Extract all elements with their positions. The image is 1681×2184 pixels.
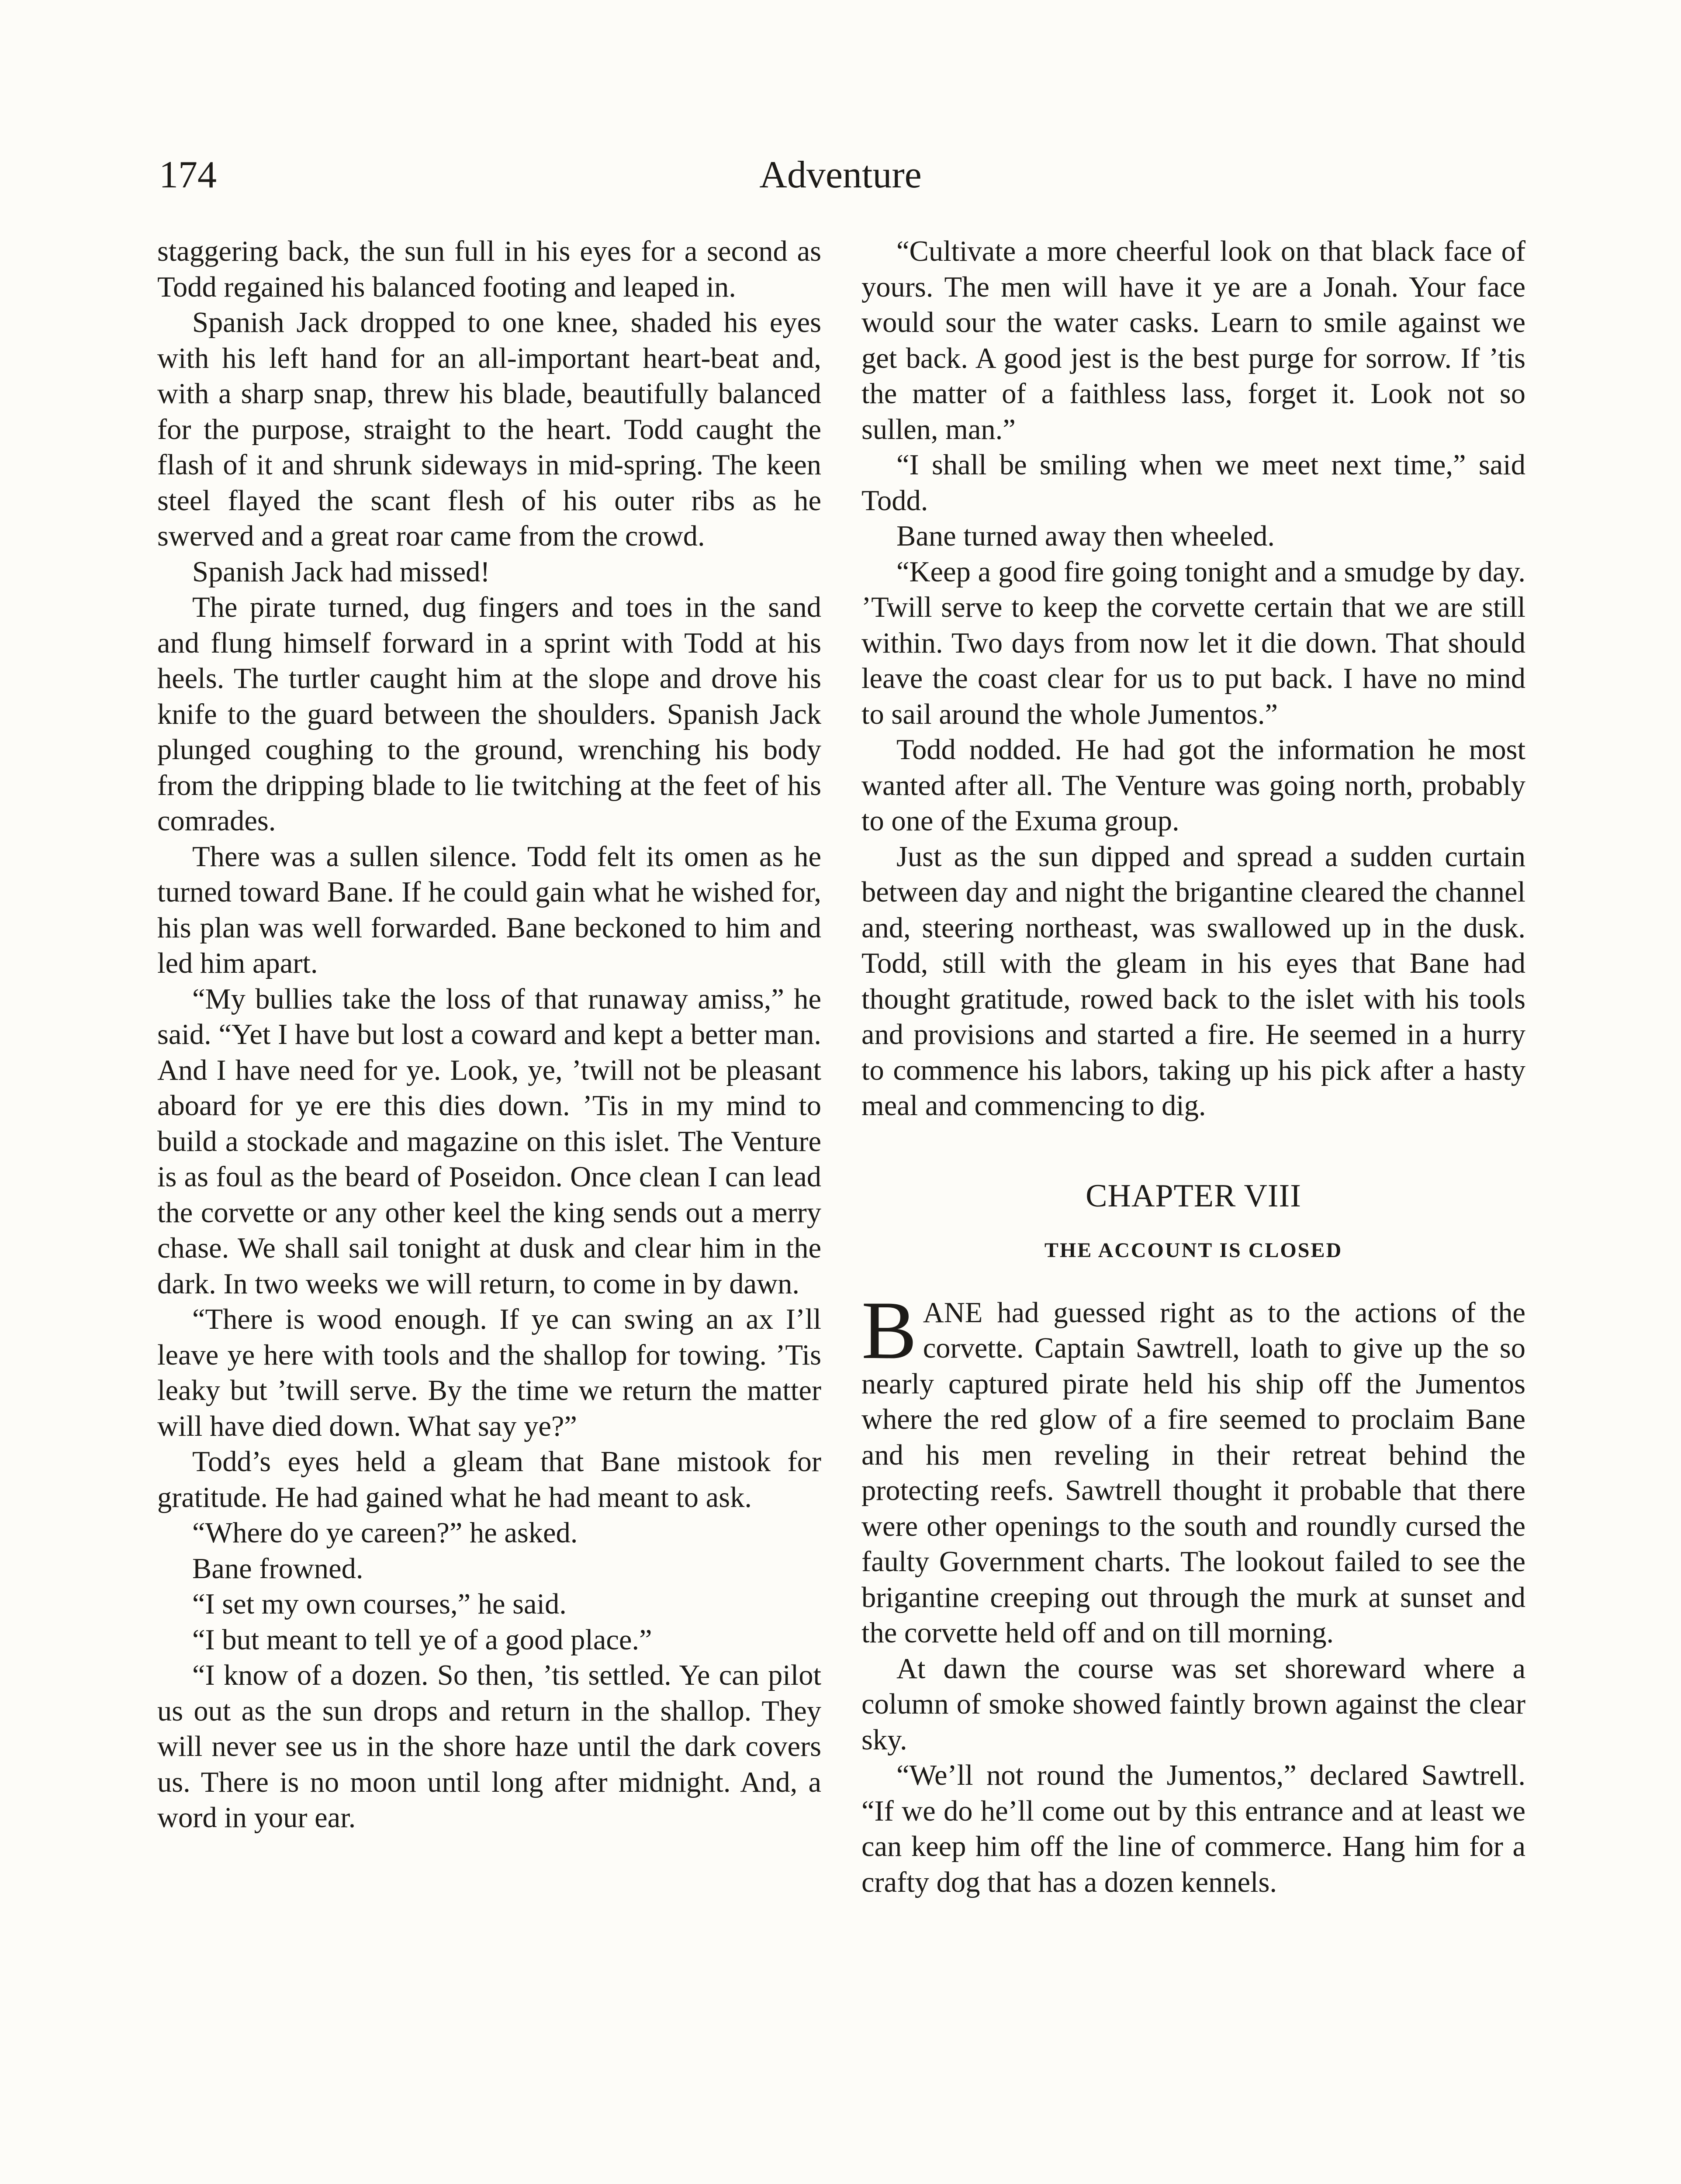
paragraph: “We’ll not round the Jumentos,” declared Sawtrell. “If we do he’ll come out by this entrance and at least we can keep him off the line of commerce. Hang him for a crafty dog that has a dozen kennels.: [861, 1759, 1525, 1898]
paragraph: Bane frowned.: [192, 1552, 363, 1585]
paragraph: “Keep a good fire going tonight and a smudge by day. ’Twill serve to keep the corvette certain that we are still within. Two days from now let it die down. That should leave the coast clear for us to put back. I have no mind to sail around the whole Jumentos.”: [861, 556, 1525, 730]
paragraph: “I but meant to tell ye of a good place.”: [192, 1624, 652, 1656]
paragraph: The pirate turned, dug fingers and toes in the sand and flung himself forward in a sprint with Todd at his heels. The turtler caught him at the slope and drove his knife to the guard between the shoulders. Spanish Jack plunged coughing to the ground, wrenching his body from the dripping blade to lie twitching at the feet of his comrades.: [157, 591, 821, 837]
paragraph: At dawn the course was set shoreward where a column of smoke showed faintly brown against the clear sky.: [861, 1652, 1525, 1756]
page-header: [159, 144, 1522, 205]
paragraph: Todd nodded. He had got the information he most wanted after all. The Venture was going north, probably to one of the Exuma group.: [861, 734, 1525, 837]
chapter-title: CHAPTER VIII: [1086, 1178, 1301, 1214]
left-column: [157, 234, 821, 1836]
paragraph: Spanish Jack dropped to one knee, shaded his eyes with his left hand for an all-important heart-beat and, with a sharp snap, threw his blade, beautifully balanced for the purpose, straight to the heart. Todd caught the flash of it and shrunk sideways in mid-spring. The keen steel flayed the scant flesh of his outer ribs as he swerved and a great roar came from the crowd.: [157, 307, 821, 552]
paragraph: “Cultivate a more cheerful look on that black face of yours. The men will have it ye are a Jonah. Your face would sour the water casks. Learn to smile against we get back. A good jest is the best purge for sorrow. If ’tis the matter of a faithless lass, forget it. Look not so sullen, man.”: [861, 235, 1525, 446]
page-number: 174: [159, 154, 217, 196]
paragraph: staggering back, the sun full in his eyes for a second as Todd regained his balanced footing and leaped in.: [157, 235, 821, 303]
paragraph: “There is wood enough. If ye can swing an ax I’ll leave ye here with tools and the shallop for towing. ’Tis leaky but ’twill serve. By the time we return the matter will have died down. What say ye?”: [157, 1303, 821, 1442]
paragraph: “I shall be smiling when we meet next time,” said Todd.: [861, 449, 1525, 517]
paragraph: “I know of a dozen. So then, ’tis settled. Ye can pilot us out as the sun drops and return in the shallop. They will never see us in the shore haze until the dark covers us. There is no moon until long after midnight. And, a word in your ear.: [157, 1659, 821, 1834]
paragraph: There was a sullen silence. Todd felt its omen as he turned toward Bane. If he could gain what he wished for, his plan was well forwarded. Bane beckoned to him and led him apart.: [157, 840, 821, 979]
chapter-opening-paragraph: [861, 1284, 1525, 1651]
paragraph: Spanish Jack had missed!: [192, 556, 490, 588]
paragraph: Just as the sun dipped and spread a sudden curtain between day and night the brigantine cleared the channel and, steering northeast, was swallowed up in the dusk. Todd, still with the gleam in his eyes that Bane had thought gratitude, rowed back to the islet with his tools and provisions and started a fire. He seemed in a hurry to commence his labors, taking up his pick after a hasty meal and commencing to dig.: [861, 840, 1525, 1122]
opening-text: ANE had guessed right as to the actions of the corvette. Captain Sawtrell, loath to give up the so nearly captured pirate held his ship off the Jumentos where the red glow of a fire seemed to proclaim Bane and his men reveling in their retreat behind the protecting reefs. Sawtrell thought it probable that there were other openings to the south and roundly cursed the faulty Government charts. The lookout failed to see the brigantine creeping out through the murk at sunset and the corvette held off and on till morning.: [861, 1296, 1525, 1649]
chapter-subtitle: THE ACCOUNT IS CLOSED: [1044, 1238, 1343, 1262]
running-title: Adventure: [759, 154, 922, 196]
right-column: [861, 234, 1525, 1900]
drop-cap: B: [861, 1284, 917, 1376]
paragraph: “Where do ye careen?” he asked.: [192, 1517, 578, 1549]
paragraph: “I set my own courses,” he said.: [192, 1588, 567, 1620]
paragraph: “My bullies take the loss of that runaway amiss,” he said. “Yet I have but lost a coward and kept a better man. And I have need for ye. Look, ye, ’twill not be pleasant aboard for ye ere this dies down. ’Tis in my mind to build a stockade and magazine on this islet. The Venture is as foul as the beard of Poseidon. Once clean I can lead the corvette or any other keel the king sends out a merry chase. We shall sail tonight at dusk and clear him in the dark. In two weeks we will return, to come in by dawn.: [157, 983, 821, 1300]
paragraph: Todd’s eyes held a gleam that Bane mistook for gratitude. He had gained what he had meant to ask.: [157, 1446, 821, 1514]
paragraph: Bane turned away then wheeled.: [896, 520, 1275, 552]
